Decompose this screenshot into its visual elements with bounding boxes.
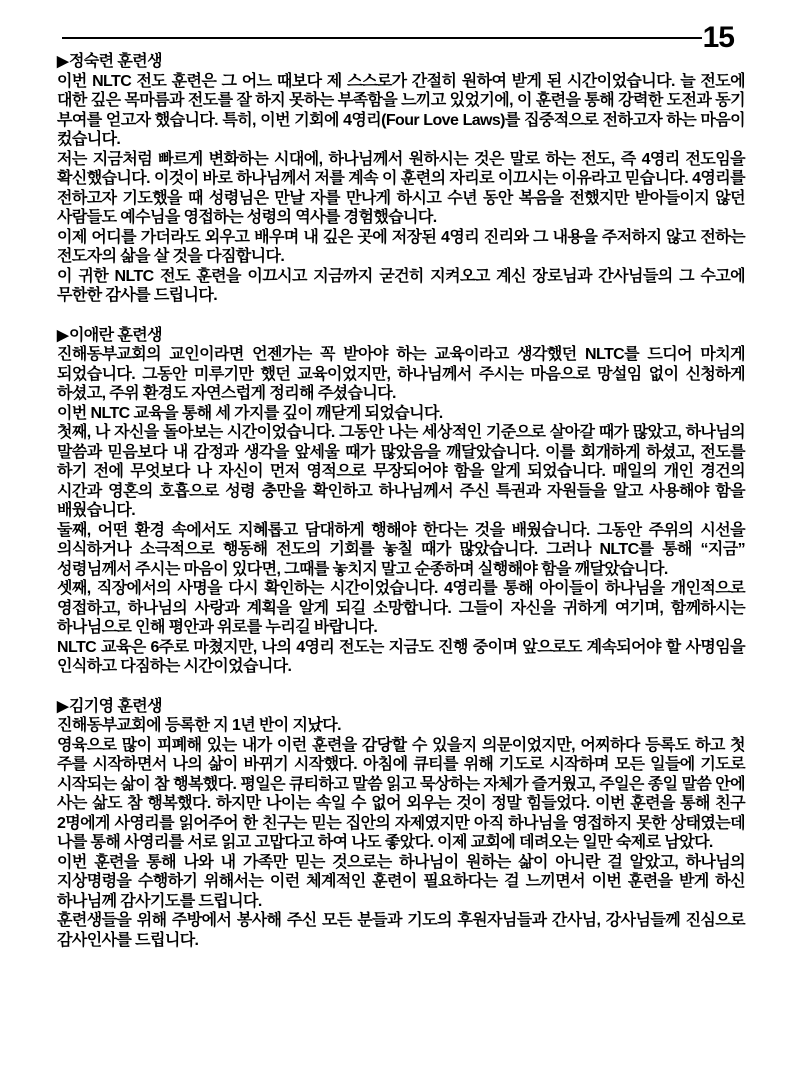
paragraph: 진해동부교회에 등록한 지 1년 반이 지났다. <box>57 717 341 734</box>
trainee-name: 정숙련 훈련생 <box>68 53 162 70</box>
triangle-bullet-icon: ▶ <box>57 326 68 344</box>
page-content <box>57 52 745 950</box>
section-heading <box>57 326 745 346</box>
paragraph: 둘째, 어떤 환경 속에서도 지혜롭고 담대하게 행해야 한다는 것을 배웠습니다. 그동안 주위의 시선을 의식하거나 소극적으로 행동해 전도의 기회를 놓칠 때가 많았습니다. 그러나 NLTC를 통해 “지금” 성령님께서 주시는 마음이 있다면, 그때를 놓치지 말고 순종하며 실행해야 함을 깨달았습니다. <box>57 521 745 578</box>
testimonial-section-kimgiyeong <box>57 697 745 951</box>
page-number: 15 <box>702 21 734 54</box>
triangle-bullet-icon: ▶ <box>57 697 68 715</box>
paragraph: 저는 지금처럼 빠르게 변화하는 시대에, 하나님께서 원하시는 것은 말로 하는 전도, 즉 4영리 전도임을 확신했습니다. 이것이 바로 하나님께서 저를 계속 이 훈련의 자리로 이끄시는 이유라고 믿습니다. 4영리를 전하고자 기도했을 때 성령님은 만날 자를 만나게 하시고 수년 동안 복음을 전했지만 받아들이지 않던 사람들도 예수님을 영접하는 성령의 역사를 경험했습니다. <box>57 150 745 226</box>
paragraph: 이번 NLTC 교육을 통해 세 가지를 깊이 깨닫게 되었습니다. <box>57 404 443 422</box>
paragraph: 첫째, 나 자신을 돌아보는 시간이었습니다. 그동안 나는 세상적인 기준으로 살아갈 때가 많았고, 하나님의 말씀과 믿음보다 내 감정과 생각을 앞세울 때가 많았음을 깨달았습니다. 이를 회개하게 하셨고, 전도를 하기 전에 무엇보다 나 자신이 먼저 영적으로 무장되어야 함을 알게 되었습니다. 매일의 개인 경건의 시간과 영혼의 호흡으로 성령 충만을 확인하고 하나님께서 주신 특권과 자원들을 알고 사용해야 함을 배웠습니다. <box>57 424 745 519</box>
page-header <box>62 22 734 54</box>
paragraph: 셋째, 직장에서의 사명을 다시 확인하는 시간이었습니다. 4영리를 통해 아이들이 하나님을 개인적으로 영접하고, 하나님의 사랑과 계획을 알게 되길 소망합니다. 그들이 자신을 귀하게 여기며, 함께하시는 하나님으로 인해 평안과 위로를 누리길 바랍니다. <box>57 580 745 636</box>
section-heading <box>57 697 745 717</box>
testimonial-section-jeongsukryeon <box>57 52 745 306</box>
paragraph: 이제 어디를 가더라도 외우고 배우며 내 깊은 곳에 저장된 4영리 진리와 그 내용을 주저하지 않고 전하는 전도자의 삶을 살 것을 다짐합니다. <box>57 228 745 265</box>
header-rule <box>62 37 702 39</box>
triangle-bullet-icon: ▶ <box>57 53 68 70</box>
paragraph: NLTC 교육은 6주로 마쳤지만, 나의 4영리 전도는 지금도 진행 중이며 앞으로도 계속되어야 할 사명임을 인식하고 다짐하는 시간이었습니다. <box>57 638 745 675</box>
paragraph: 이번 훈련을 통해 나와 내 가족만 믿는 것으로는 하나님이 원하는 삶이 아니란 걸 알았고, 하나님의 지상명령을 수행하기 위해서는 이런 체계적인 훈련이 필요하다는 걸 느끼면서 이번 훈련을 받게 하신 하나님께 감사기도를 드립니다. <box>57 853 745 910</box>
trainee-name: 이애란 훈련생 <box>68 326 162 344</box>
paragraph: 훈련생들을 위해 주방에서 봉사해 주신 모든 분들과 기도의 후원자님들과 간사님, 강사님들께 진심으로 감사인사를 드립니다. <box>57 912 745 949</box>
paragraph: 이번 NLTC 전도 훈련은 그 어느 때보다 제 스스로가 간절히 원하여 받게 된 시간이었습니다. 늘 전도에 대한 깊은 목마름과 전도를 잘 하지 못하는 부족함을 느끼고 있었기에, 이 훈련을 통해 강력한 도전과 동기 부여를 얻고자 했습니다. 특히, 이번 기회에 4영리(Four Love Laws)를 집중적으로 전하고자 하는 마음이 컸습니다. <box>57 72 745 148</box>
section-heading <box>57 52 745 72</box>
paragraph: 진해동부교회의 교인이라면 언젠가는 꼭 받아야 하는 교육이라고 생각했던 NLTC를 드디어 마치게 되었습니다. 그동안 미루기만 했던 교육이었지만, 하나님께서 주시는 마음으로 망설임 없이 신청하게 하셨고, 주위 환경도 자연스럽게 정리해 주셨습니다. <box>57 346 745 402</box>
paragraph: 영육으로 많이 피폐해 있는 내가 이런 훈련을 감당할 수 있을지 의문이었지만, 어찌하다 등록도 하고 첫 주를 시작하면서 나의 삶이 바뀌기 시작했다. 아침에 큐티를 위해 기도로 시작하며 모든 일들에 기도로 시작되는 삶이 참 행복했다. 평일은 큐티하고 말씀 읽고 묵상하는 자체가 즐거웠고, 주일은 종일 말씀 안에 사는 삶도 참 행복했다. 하지만 나이는 속일 수 없어 외우는 것이 정말 힘들었다. 이번 훈련을 통해 친구 2명에게 사영리를 읽어주어 한 친구는 믿는 집안의 자제였지만 아직 하나님을 영접하지 못한 상태였는데 나를 통해 사영리를 서로 읽고 고맙다고 하여 나도 좋았다. 이제 교회에 데려오는 일만 숙제로 남았다. <box>57 736 745 851</box>
paragraph: 이 귀한 NLTC 전도 훈련을 이끄시고 지금까지 굳건히 지켜오고 계신 장로님과 간사님들의 그 수고에 무한한 감사를 드립니다. <box>57 267 745 304</box>
trainee-name: 김기영 훈련생 <box>68 697 162 715</box>
testimonial-section-leeaeran <box>57 326 745 677</box>
